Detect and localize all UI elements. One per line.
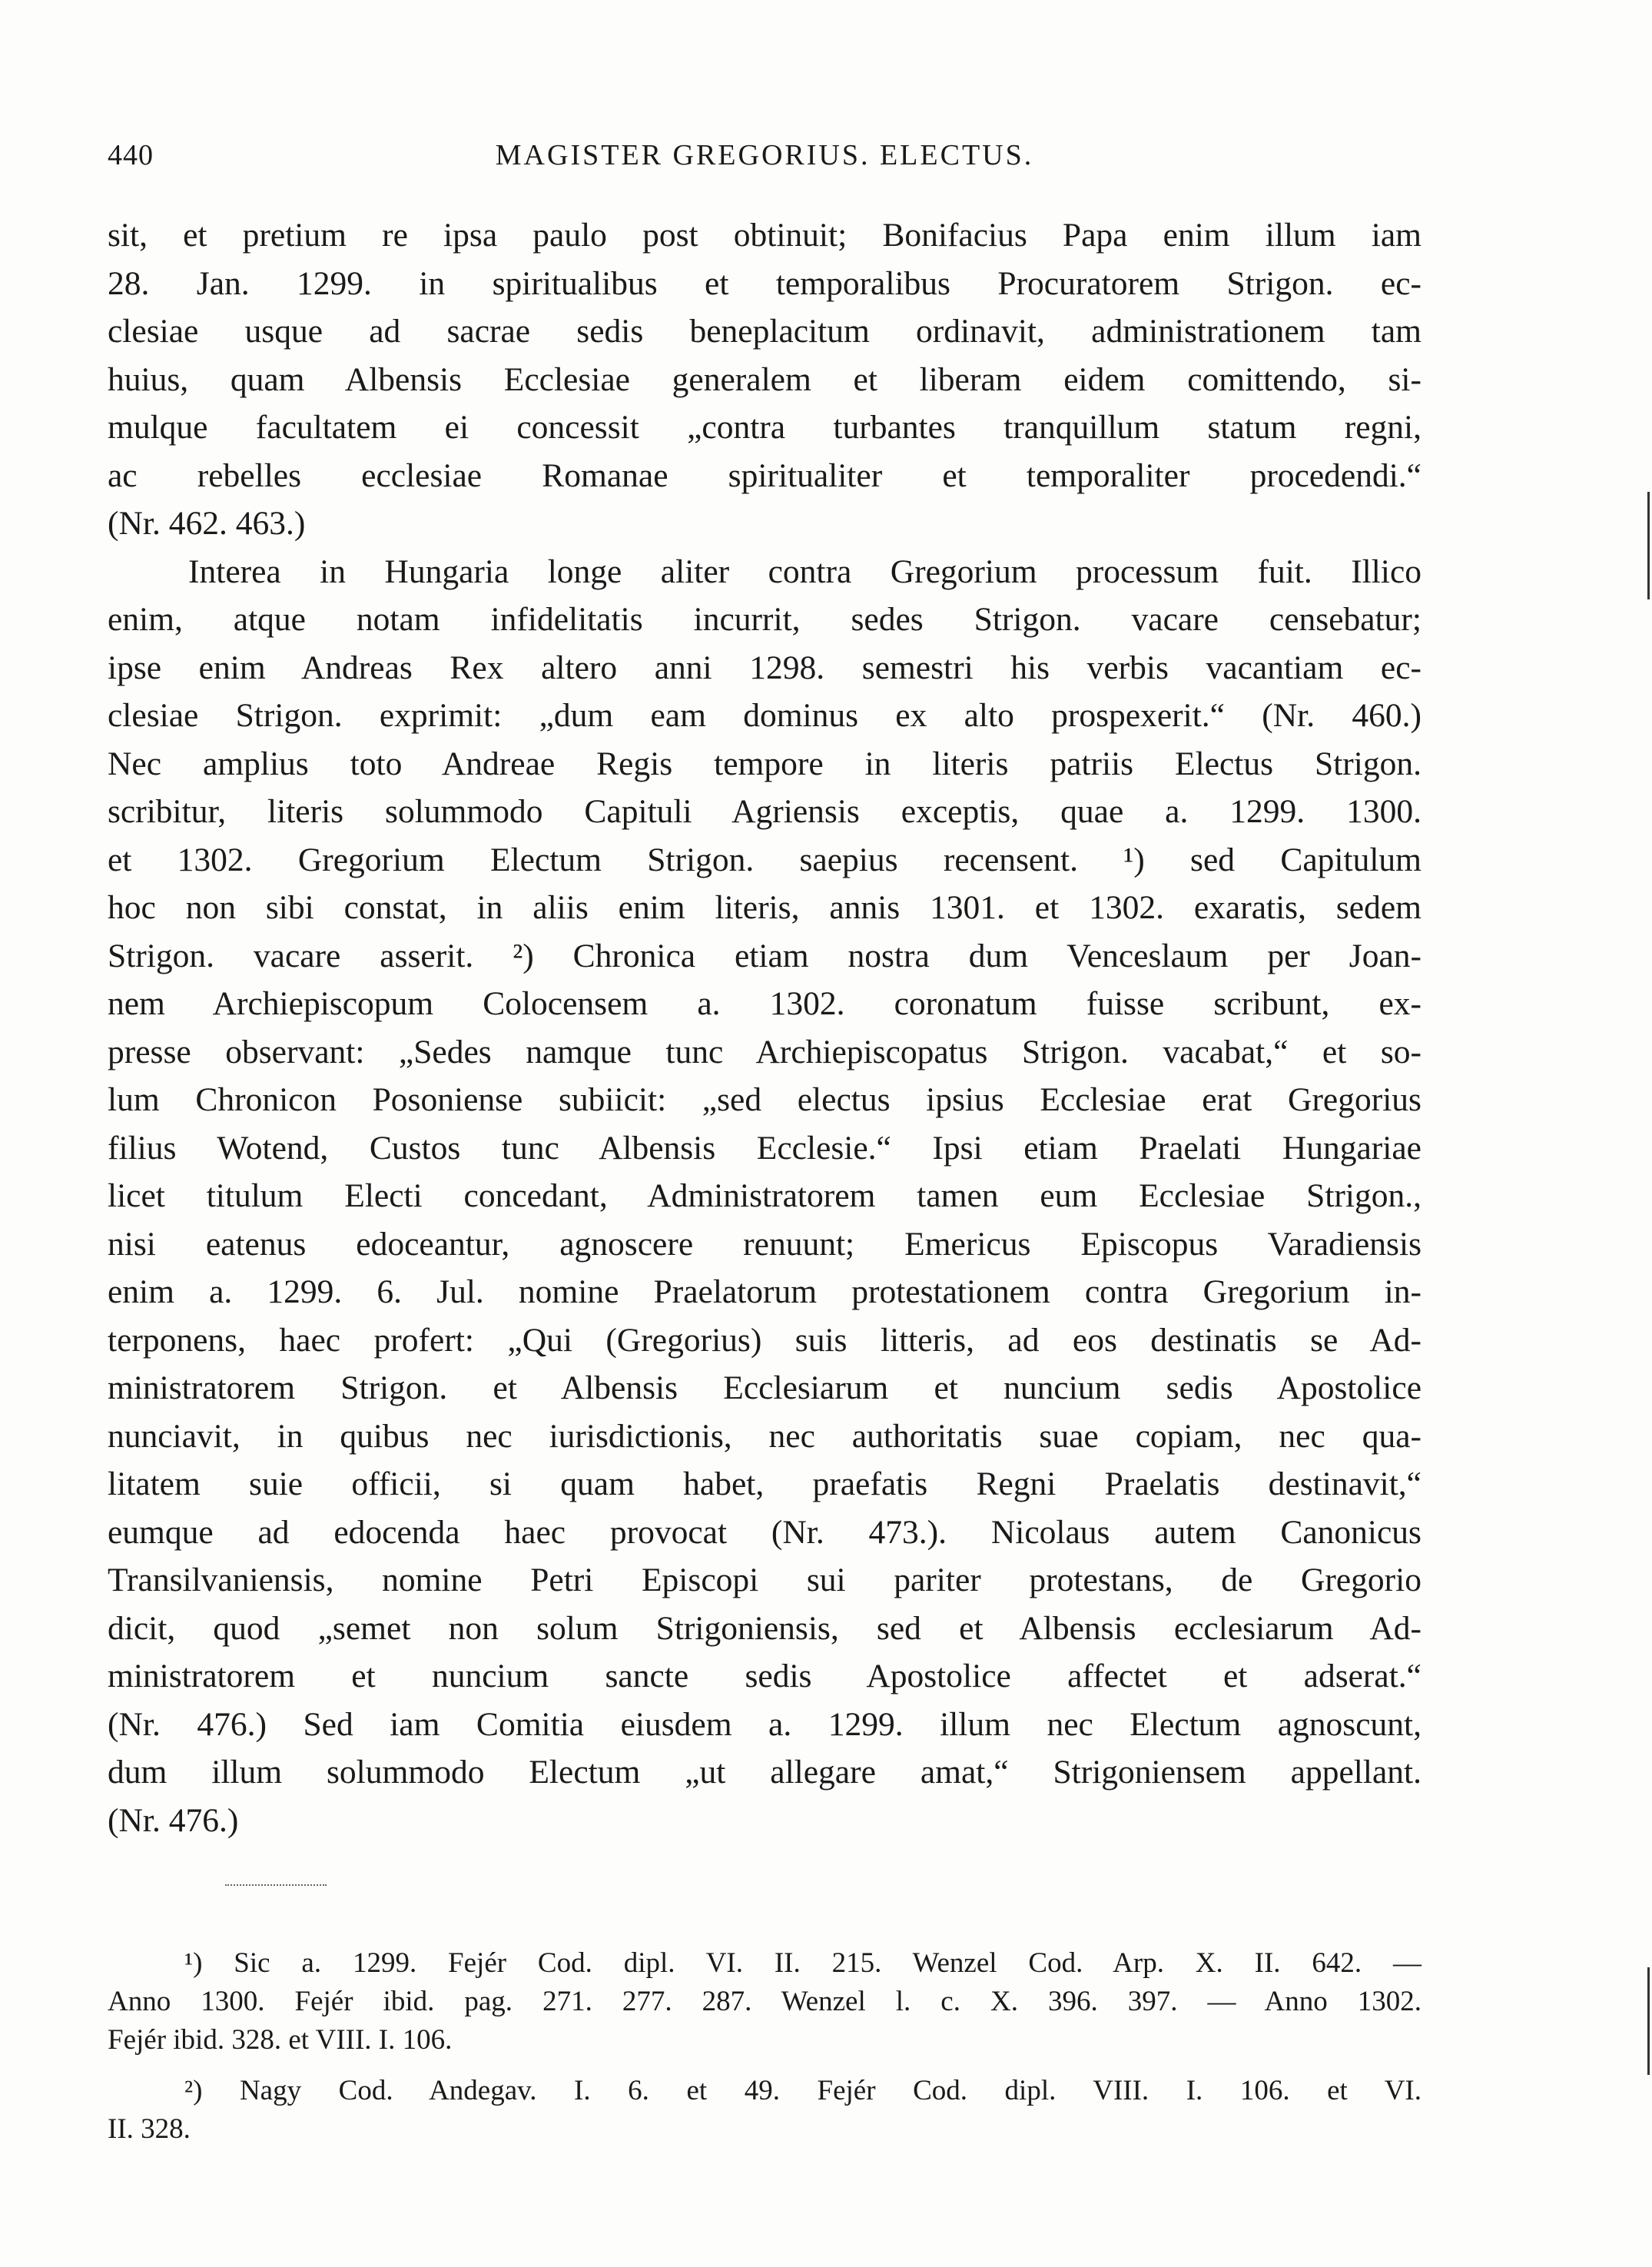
body-line: presse observant: „Sedes namque tunc Archiepiscopatus Strigon. vacabat,“ et so- — [108, 1033, 1421, 1070]
body-line: ac rebelles ecclesiae Romanae spiritualiter et temporaliter procedendi.“ — [108, 456, 1421, 494]
margin-scan-mark — [1647, 492, 1650, 599]
footnote-separator — [225, 1884, 327, 1886]
footnote-gap — [108, 2060, 1421, 2072]
body-line: (Nr. 476.) Sed iam Comitia eiusdem a. 1299. illum nec Electum agnoscunt, — [108, 1705, 1421, 1743]
footnote-line: ¹) Sic a. 1299. Fejér Cod. dipl. VI. II. 215. Wenzel Cod. Arp. X. II. 642. — — [184, 1947, 1421, 1979]
body-line: ipse enim Andreas Rex altero anni 1298. semestri his verbis vacantiam ec- — [108, 649, 1421, 686]
body-line: Strigon. vacare asserit. ²) Chronica etiam nostra dum Venceslaum per Joan- — [108, 937, 1421, 974]
page-number: 440 — [108, 139, 154, 171]
body-line: nunciavit, in quibus nec iurisdictionis, nec authoritatis suae copiam, nec qua- — [108, 1417, 1421, 1455]
body-line: sit, et pretium re ipsa paulo post obtinuit; Bonifacius Papa enim illum iam — [108, 217, 1421, 254]
body-line: 28. Jan. 1299. in spiritualibus et temporalibus Procuratorem Strigon. ec- — [108, 264, 1421, 302]
body-line: Transilvaniensis, nomine Petri Episcopi sui pariter protestans, de Gregorio — [108, 1562, 1421, 1598]
body-line: clesiae Strigon. exprimit: „dum eam dominus ex alto prospexerit.“ (Nr. 460.) — [108, 697, 1421, 734]
body-line: enim, atque notam infidelitatis incurrit, sedes Strigon. vacare censebatur; — [108, 601, 1421, 638]
body-line: Nec amplius toto Andreae Regis tempore in literis patriis Electus Strigon. — [108, 745, 1421, 782]
paragraph-start-line: Interea in Hungaria longe aliter contra Gregorium processum fuit. Illico — [188, 553, 1421, 590]
body-line: (Nr. 476.) — [108, 1801, 239, 1839]
body-line: nisi eatenus edoceantur, agnoscere renuunt; Emericus Episcopus Varadiensis — [108, 1225, 1421, 1263]
body-line: lum Chronicon Posoniense subiicit: „sed electus ipsius Ecclesiae erat Gregorius — [108, 1081, 1421, 1118]
page-header — [108, 138, 1421, 184]
body-line: dicit, quod „semet non solum Strigoniensis, sed et Albensis ecclesiarum Ad- — [108, 1609, 1421, 1647]
body-line: filius Wotend, Custos tunc Albensis Ecclesie.“ Ipsi etiam Praelati Hungariae — [108, 1129, 1421, 1167]
body-line: dum illum solummodo Electum „ut allegare amat,“ Strigoniensem appellant. — [108, 1754, 1421, 1791]
body-line: clesiae usque ad sacrae sedis beneplacitum ordinavit, administrationem tam — [108, 313, 1421, 350]
margin-scan-mark — [1647, 1967, 1650, 2075]
body-line: ministratorem Strigon. et Albensis Ecclesiarum et nuncium sedis Apostolice — [108, 1369, 1421, 1406]
body-line: ministratorem et nuncium sancte sedis Apostolice affectet et adserat.“ — [108, 1658, 1421, 1694]
body-line: nem Archiepiscopum Colocensem a. 1302. coronatum fuisse scribunt, ex- — [108, 985, 1421, 1022]
footnote-line: ²) Nagy Cod. Andegav. I. 6. et 49. Fejér Cod. dipl. VIII. I. 106. et VI. — [184, 2075, 1421, 2106]
running-title: MAGISTER GREGORIUS. ELECTUS. — [495, 139, 1034, 171]
body-line: terponens, haec profert: „Qui (Gregorius) suis litteris, ad eos destinatis se Ad- — [108, 1321, 1421, 1359]
body-text — [108, 211, 1421, 1844]
body-line: et 1302. Gregorium Electum Strigon. saepius recensent. ¹) sed Capitulum — [108, 841, 1421, 878]
footnotes — [108, 1944, 1421, 2149]
body-line: scribitur, literis solummodo Capituli Agriensis exceptis, quae a. 1299. 1300. — [108, 793, 1421, 830]
body-line: litatem suie officii, si quam habet, praefatis Regni Praelatis destinavit,“ — [108, 1465, 1421, 1502]
body-line: enim a. 1299. 6. Jul. nomine Praelatorum protestationem contra Gregorium in- — [108, 1273, 1421, 1310]
body-line: mulque facultatem ei concessit „contra turbantes tranquillum statum regni, — [108, 409, 1421, 446]
body-line: eumque ad edocenda haec provocat (Nr. 473.). Nicolaus autem Canonicus — [108, 1513, 1421, 1551]
body-line: (Nr. 462. 463.) — [108, 505, 306, 542]
body-line: hoc non sibi constat, in aliis enim literis, annis 1301. et 1302. exaratis, sedem — [108, 889, 1421, 926]
body-line: licet titulum Electi concedant, Administratorem tamen eum Ecclesiae Strigon., — [108, 1177, 1421, 1214]
footnote-line: Anno 1300. Fejér ibid. pag. 271. 277. 287. Wenzel l. c. X. 396. 397. — Anno 1302. — [108, 1986, 1421, 2017]
footnote-line: Fejér ibid. 328. et VIII. I. 106. — [108, 2024, 453, 2056]
footnote-line: II. 328. — [108, 2113, 191, 2145]
body-line: huius, quam Albensis Ecclesiae generalem et liberam eidem comittendo, si- — [108, 360, 1421, 398]
